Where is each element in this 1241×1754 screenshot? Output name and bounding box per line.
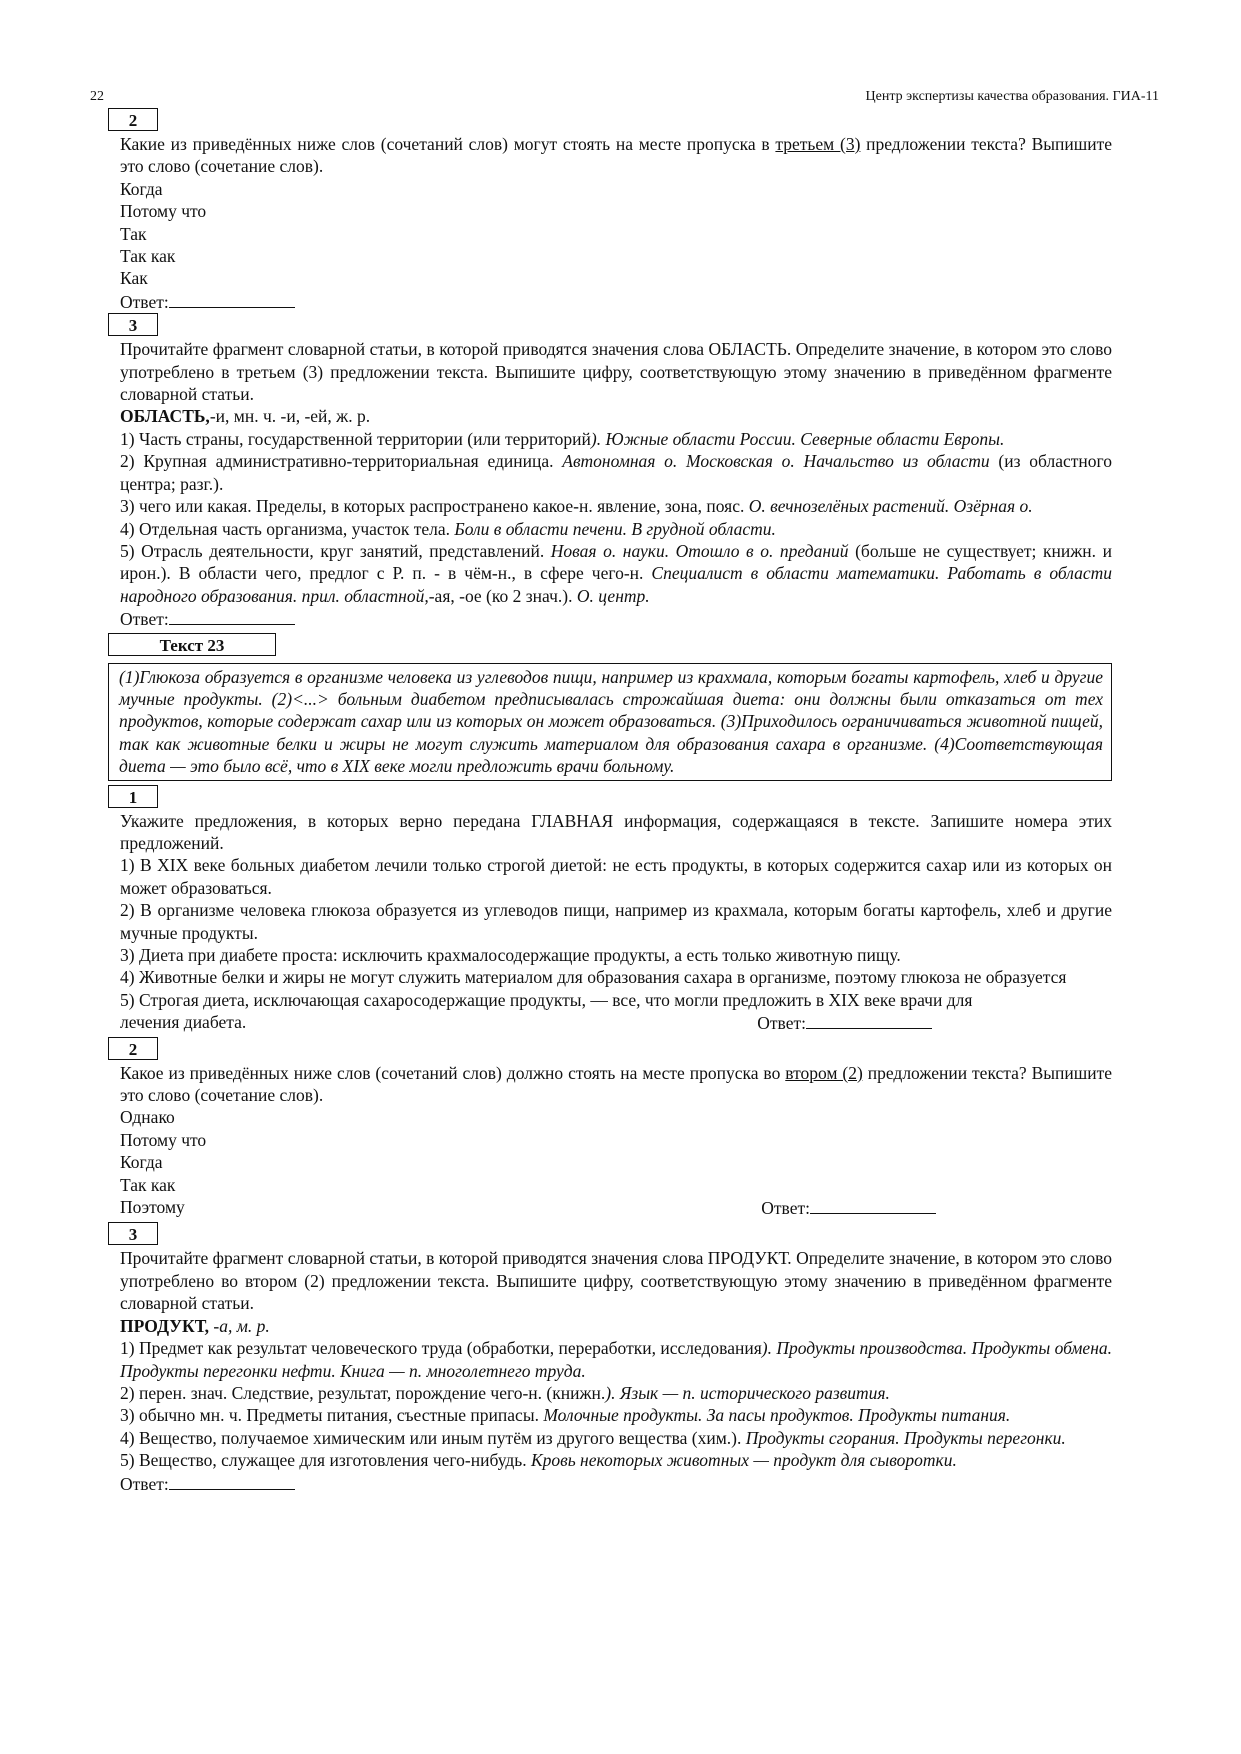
task-prompt: Какое из приведённых ниже слов (сочетаний слов) должно стоять на месте пропуска во втором (2) предложении текста? Выпишите это слово (сочетание слов). (120, 1062, 1113, 1106)
page-number: 22 (90, 89, 104, 104)
dictionary-sense: 4) Вещество, получаемое химическим или иным путём из другого вещества (хим.). Продукты сгорания. Продукты перегонки. (120, 1427, 1066, 1448)
option: Когда (120, 178, 163, 199)
option-tail: лечения диабета. (120, 1012, 247, 1033)
option: 1) В XIX веке больных диабетом лечили только строгой диетой: не есть продукты, в которых содержится сахар или из которых он может образоваться. (120, 855, 1112, 898)
answer-line[interactable]: Ответ: (120, 1472, 1112, 1495)
option-with-answer (120, 1011, 1112, 1034)
task-number: 2 (108, 1037, 158, 1060)
option-with-answer (120, 1196, 1112, 1219)
option: 3) Диета при диабете проста: исключить крахмалосодержащие продукты, а есть только животную пищу. (120, 945, 901, 965)
task-prompt: Какие из приведённых ниже слов (сочетаний слов) могут стоять на месте пропуска в третьем (3) предложении текста? Выпишите это слово (сочетание слов). (120, 134, 1112, 177)
page-content (120, 108, 1112, 1495)
option: Так как (120, 1174, 176, 1195)
option: 5) Строгая диета, исключающая сахаросодержащие продукты, — все, что могли предложить в XIX веке врачи для (120, 989, 973, 1010)
answer-line[interactable]: Ответ: (120, 290, 1112, 313)
dictionary-sense: 1) Часть страны, государственной территории (или территорий). Южные области России. Северные области Европы. (120, 428, 1005, 449)
answer-blank[interactable] (169, 1472, 295, 1490)
source-text-box: (1)Глюкоза образуется в организме человека из углеводов пищи, например из крахмала, которым богаты картофель, хлеб и другие мучные продукты. (2)<...> больным диабетом предписывалась строжайшая диета: они должны были отказаться от тех продуктов, которые содержат сахар или из которых он может образоваться. (3)Приходилось ограничиваться животной пищей, так как животные белки и жиры не могут служить материалом для образования сахара в организме. (4)Соответствующая диета — это было всё, что в XIX веке могли предложить врачи больному. (108, 663, 1112, 781)
option: 2) В организме человека глюкоза образуется из углеводов пищи, например из крахмала, которым богаты картофель, хлеб и другие мучные продукты. (120, 900, 1112, 943)
sentence-ref: третьем (3) (775, 134, 861, 154)
dictionary-sense: 1) Предмет как результат человеческого труда (обработки, переработки, исследования). Продукты производства. Продукты обмена. Продукты перегонки нефти. Книга — п. многолетнего труда. (120, 1338, 1112, 1381)
dictionary-sense: 5) Вещество, служащее для изготовления чего-нибудь. Кровь некоторых животных — продукт для сыворотки. (120, 1450, 957, 1471)
option: Как (120, 268, 148, 289)
task-number: 1 (108, 785, 158, 808)
task-prompt: Прочитайте фрагмент словарной статьи, в которой приводятся значения слова ОБЛАСТЬ. Определите значение, в котором это слово употреблено в третьем (3) предложении текста. Выпишите цифру, соответствующую этому значению в приведённом фрагменте словарной статьи. (120, 339, 1112, 405)
dictionary-sense: 3) чего или какая. Пределы, в которых распространено какое-н. явление, зона, пояс. О. вечнозелёных растений. Озёрная о. (120, 496, 1033, 517)
answer-blank[interactable] (169, 290, 295, 308)
option: Потому что (120, 201, 207, 222)
sentence-ref: втором (2) (785, 1062, 863, 1083)
answer-blank[interactable] (806, 1011, 932, 1029)
option: Поэтому (120, 1197, 185, 1218)
answer-line[interactable]: Ответ: (120, 607, 1112, 630)
dictionary-entry-head: ОБЛАСТЬ,-и, мн. ч. -и, -ей, ж. р. (120, 406, 371, 427)
option: Так как (120, 246, 176, 267)
dictionary-sense: 3) обычно мн. ч. Предметы питания, съестные припасы. Молочные продукты. За пасы продуктов. Продукты питания. (120, 1405, 1011, 1426)
task-prompt: Прочитайте фрагмент словарной статьи, в которой приводятся значения слова ПРОДУКТ. Определите значение, в котором это слово употреблено во втором (2) предложении текста. Выпишите цифру, соответствующую этому значению в приведённом фрагменте словарной статьи. (120, 1248, 1112, 1314)
task-number: 3 (108, 1222, 158, 1245)
answer-blank[interactable] (810, 1196, 936, 1214)
task-number: 2 (108, 108, 158, 131)
dictionary-sense: 5) Отрасль деятельности, круг занятий, представлений. Новая о. науки. Отошло в о. преданий (больше не существует; книжн. и ирон.). В области чего, предлог с Р. п. - в чём-н., в сфере чего-н. Специалист в области математики. Работать в области народного образования. прил. областной,-ая, -ое (ко 2 знач.). О. центр. (120, 540, 1112, 606)
answer-blank[interactable] (169, 607, 295, 625)
option: Когда (120, 1152, 163, 1173)
answer-line[interactable]: Ответ: (761, 1196, 936, 1219)
option: Однако (120, 1107, 175, 1128)
dictionary-entry-head: ПРОДУКТ, -а, м. р. (120, 1315, 270, 1336)
task-number: 3 (108, 313, 158, 336)
dictionary-sense: 2) Крупная административно-территориальная единица. Автономная о. Московская о. Начальство из области (из областного центра; разг.). (120, 451, 1112, 494)
answer-line[interactable]: Ответ: (757, 1011, 932, 1034)
option: Так (120, 223, 147, 244)
task-prompt: Укажите предложения, в которых верно передана ГЛАВНАЯ информация, содержащаяся в тексте. Запишите номера этих предложений. (120, 810, 1112, 853)
text-label: Текст 23 (108, 633, 276, 656)
running-header: Центр экспертизы качества образования. ГИА-11 (865, 89, 1159, 104)
dictionary-sense: 2) перен. знач. Следствие, результат, порождение чего-н. (книжн.). Язык — п. исторического развития. (120, 1382, 890, 1403)
option: Потому что (120, 1129, 207, 1150)
option: 4) Животные белки и жиры не могут служить материалом для образования сахара в организме, поэтому глюкоза не образуется (120, 967, 1067, 988)
dictionary-sense: 4) Отдельная часть организма, участок тела. Боли в области печени. В грудной области. (120, 518, 776, 539)
